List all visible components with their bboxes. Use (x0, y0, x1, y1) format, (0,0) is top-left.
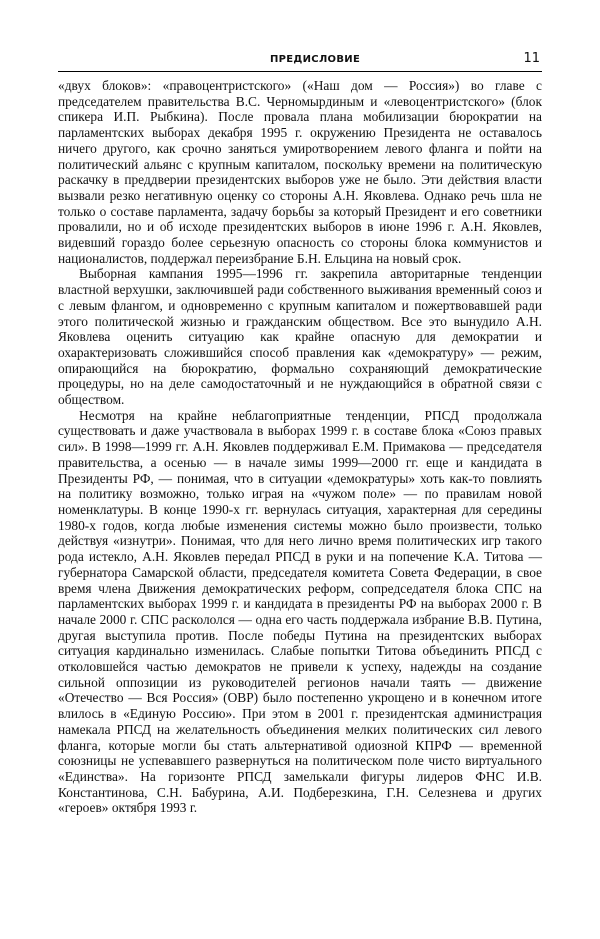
page-number: 11 (523, 51, 540, 66)
running-head-title: ПРЕДИСЛОВИЕ (270, 54, 361, 65)
paragraph-2: Выборная кампания 1995—1996 гг. закрепила авторитарные тенденции властной верхушки, заключившей ради собственного выживания временный союз и с левым флангом, и одновременно с крупным капиталом и пожертвовавшей ради этого политической жизнью и гражданским обществом. Все это вынудило А.Н. Яковлева оценить ситуацию как крайне опасную для демократии и охарактеризовать сложившийся способ правления как «демократуру» — режим, опирающийся на бюрократию, формально сохраняющий демократические процедуры, но на деле самодостаточный и не нуждающийся в обратной связи с обществом. (58, 266, 542, 408)
body-text (58, 78, 542, 816)
paragraph-1: «двух блоков»: «правоцентристского» («Наш дом — Россия») во главе с председателем правительства B.C. Черномырдиным и «левоцентристского» (блок спикера И.П. Рыбкина). После провала плана мобилизации бюрократии на парламентских выборах декабря 1995 г. окружению Президента не оставалось ничего другого, как срочно заняться умиротворением левого фланга и пойти на политический альянс с крупным капиталом, поскольку времени на политическую раскачку в преддверии президентских выборов уже не было. Эти действия власти вызвали резко негативную оценку со стороны А.Н. Яковлева. Однако речь шла не только о составе парламента, задачу борьбы за который Президент и его советники провалили, но и об исходе президентских выборов в июне 1996 г. А.Н. Яковлев, видевший гораздо более серьезную опасность со стороны блока коммунистов и националистов, поддержал переизбрание Б.Н. Ельцина на новый срок. (58, 78, 542, 266)
paragraph-3: Несмотря на крайне неблагоприятные тенденции, РПСД продолжала существовать и даже участвовала в выборах 1999 г. в составе блока «Союз правых сил». В 1998—1999 гг. А.Н. Яковлев поддерживал Е.М. Примакова — председателя правительства, а осенью — в начале зимы 1999—2000 гг. еще и кандидата в Президенты РФ, — понимая, что в ситуации «демократуры» хоть как-то повлиять на политику возможно, только играя на «чужом поле» — по правилам новой номенклатуры. В конце 1990-х гг. вернулась ситуация, характерная для середины 1980-х годов, когда любые изменения системы можно было произвести, только действуя «изнутри». Понимая, что для него лично время политических игр такого рода истекло, А.Н. Яковлев передал РПСД в руки и на попечение К.А. Титова — губернатора Самарской области, председателя комитета Совета Федерации, в свое время члена Движения демократических реформ, сопредседателя блока СПС на парламентских выборах 1999 г. и кандидата в президенты РФ на выборах 2000 г. В начале 2000 г. СПС раскололся — одна его часть поддержала избрание В.В. Путина, другая выступила против. После победы Путина на президентских выборах ситуация кардинально изменилась. Слабые попытки Титова объединить РПСД с отколовшейся частью демократов не привели к успеху, надежды на создание сильной оппозиции из руководителей регионов начали таять — движение «Отечество — Вся Россия» (ОВР) было постепенно укрощено и в конечном итоге влилось в «Единую Россию». При этом в 2001 г. президентская администрация намекала РПСД на желательность объединения мелких политических сил левого фланга, которые могли бы стать альтернативой одиозной КПРФ — временной союзницы не успевавшего развернуться на политическом поле чисто виртуального «Единства». На горизонте РПСД замелькали фигуры лидеров ФНС И.В. Константинова, С.Н. Бабурина, А.И. Подберезкина, Г.Н. Селезнева и других «героев» октября 1993 г. (58, 407, 542, 816)
running-head (58, 53, 542, 72)
